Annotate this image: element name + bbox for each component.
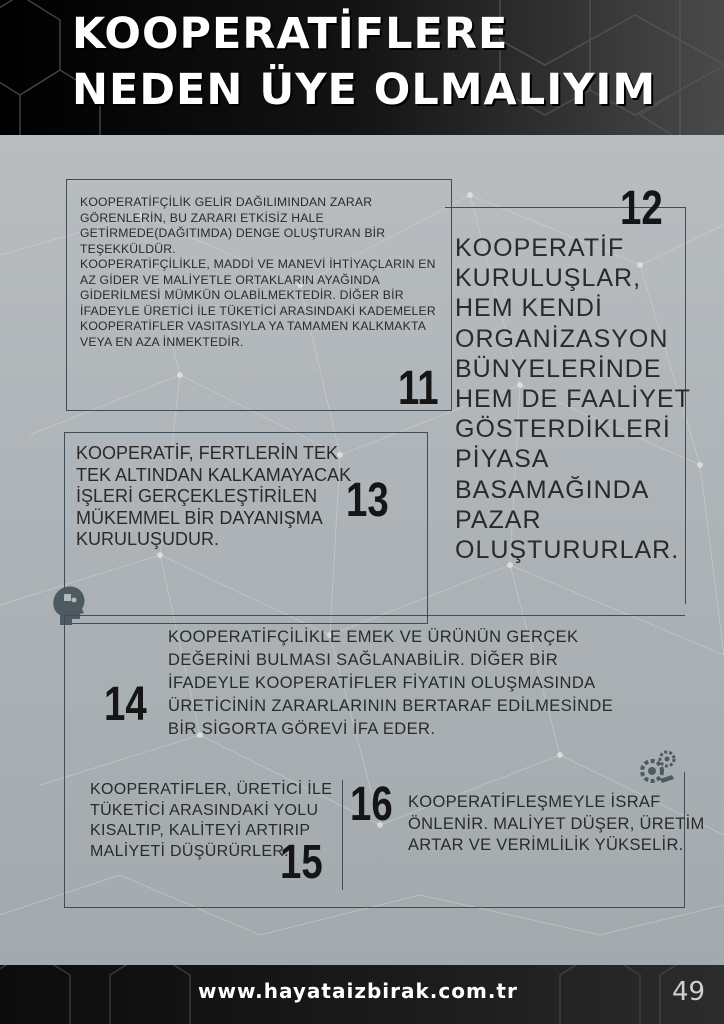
section-15-text: KOOPERATİFLER, ÜRETİCİ İLE TÜKETİCİ ARASINDAKİ YOLU KISALTIP, KALİTEYİ ARTIRIP MALİYETİ DÜŞÜRÜRLER. <box>90 781 333 860</box>
content-panel <box>0 135 724 965</box>
section-15-number: 15 <box>280 836 323 889</box>
section-11-number: 11 <box>398 362 439 415</box>
page-footer <box>0 965 724 1024</box>
section-12-number: 12 <box>620 182 663 235</box>
section-16-divider <box>342 780 343 890</box>
title-line-1: KOOPERATİFLERE <box>72 9 509 59</box>
section-16-text: KOOPERATİFLEŞMEYLE İSRAF ÖNLENİR. MALİYET DÜŞER, ÜRETİM ARTAR VE VERİMLİLİK YÜKSELİR. <box>408 793 705 854</box>
website-url[interactable]: www.hayataizbirak.com.tr <box>198 979 518 1003</box>
section-14-text: KOOPERATİFÇİLİKLE EMEK VE ÜRÜNÜN GERÇEK DEĞERİNİ BULMASI SAĞLANABİLİR. DİĞER BİR İFADEYLE KOOPERATİFLER FİYATIN OLUŞMASINDA ÜRETİCİNİN ZARARLARININ BERTARAF EDİLMESİNDE BİR SİGORTA GÖREVİ İFA EDER. <box>168 628 614 738</box>
section-12-text: KOOPERATİF KURULUŞLAR, HEM KENDİ ORGANİZASYON BÜNYELERİNDE HEM DE FAALİYET GÖSTERDİKLERİ PİYASA BASAMAĞINDA PAZAR OLUŞTURURLAR. <box>455 234 691 565</box>
section-13-number: 13 <box>346 474 389 527</box>
section-14-number: 14 <box>104 678 147 731</box>
page-title <box>72 6 656 118</box>
section-16-number: 16 <box>350 778 393 831</box>
title-line-2: NEDEN ÜYE OLMALIYIM <box>72 65 657 115</box>
page-number: 49 <box>672 977 706 1007</box>
section-13-text: KOOPERATİF, FERTLERİN TEK TEK ALTINDAN KALKAMAYACAK İŞLERİ GERÇEKLEŞTİRİLEN MÜKEMMEL BİR DAYANIŞMA KURULUŞUDUR. <box>76 443 352 549</box>
section-11-text: KOOPERATİFÇİLİK GELİR DAĞILIMINDAN ZARAR GÖRENLERİN, BU ZARARI ETKİSİZ HALE GETİRMEDE(DAĞITIMDA) DENGE OLUŞTURAN BİR TEŞEKKÜLDÜR. KOOPERATİFÇİLİKLE, MADDİ VE MANEVİ İHTİYAÇLARIN EN AZ GİDER VE MALİYETLE ORTAKLARIN AYAĞINDA GİDERİLMESİ MÜMKÜN OLABİLMEKTEDİR. DİĞER BİR İFADEYLE ÜRETİCİ İLE TÜKETİCİ ARASINDAKİ KADEMELER KOOPERATİFLER VASITASIYLA YA TAMAMEN KALKMAKTA VEYA EN AZA İNMEKTEDİR. <box>80 195 436 349</box>
page-header <box>0 0 724 135</box>
